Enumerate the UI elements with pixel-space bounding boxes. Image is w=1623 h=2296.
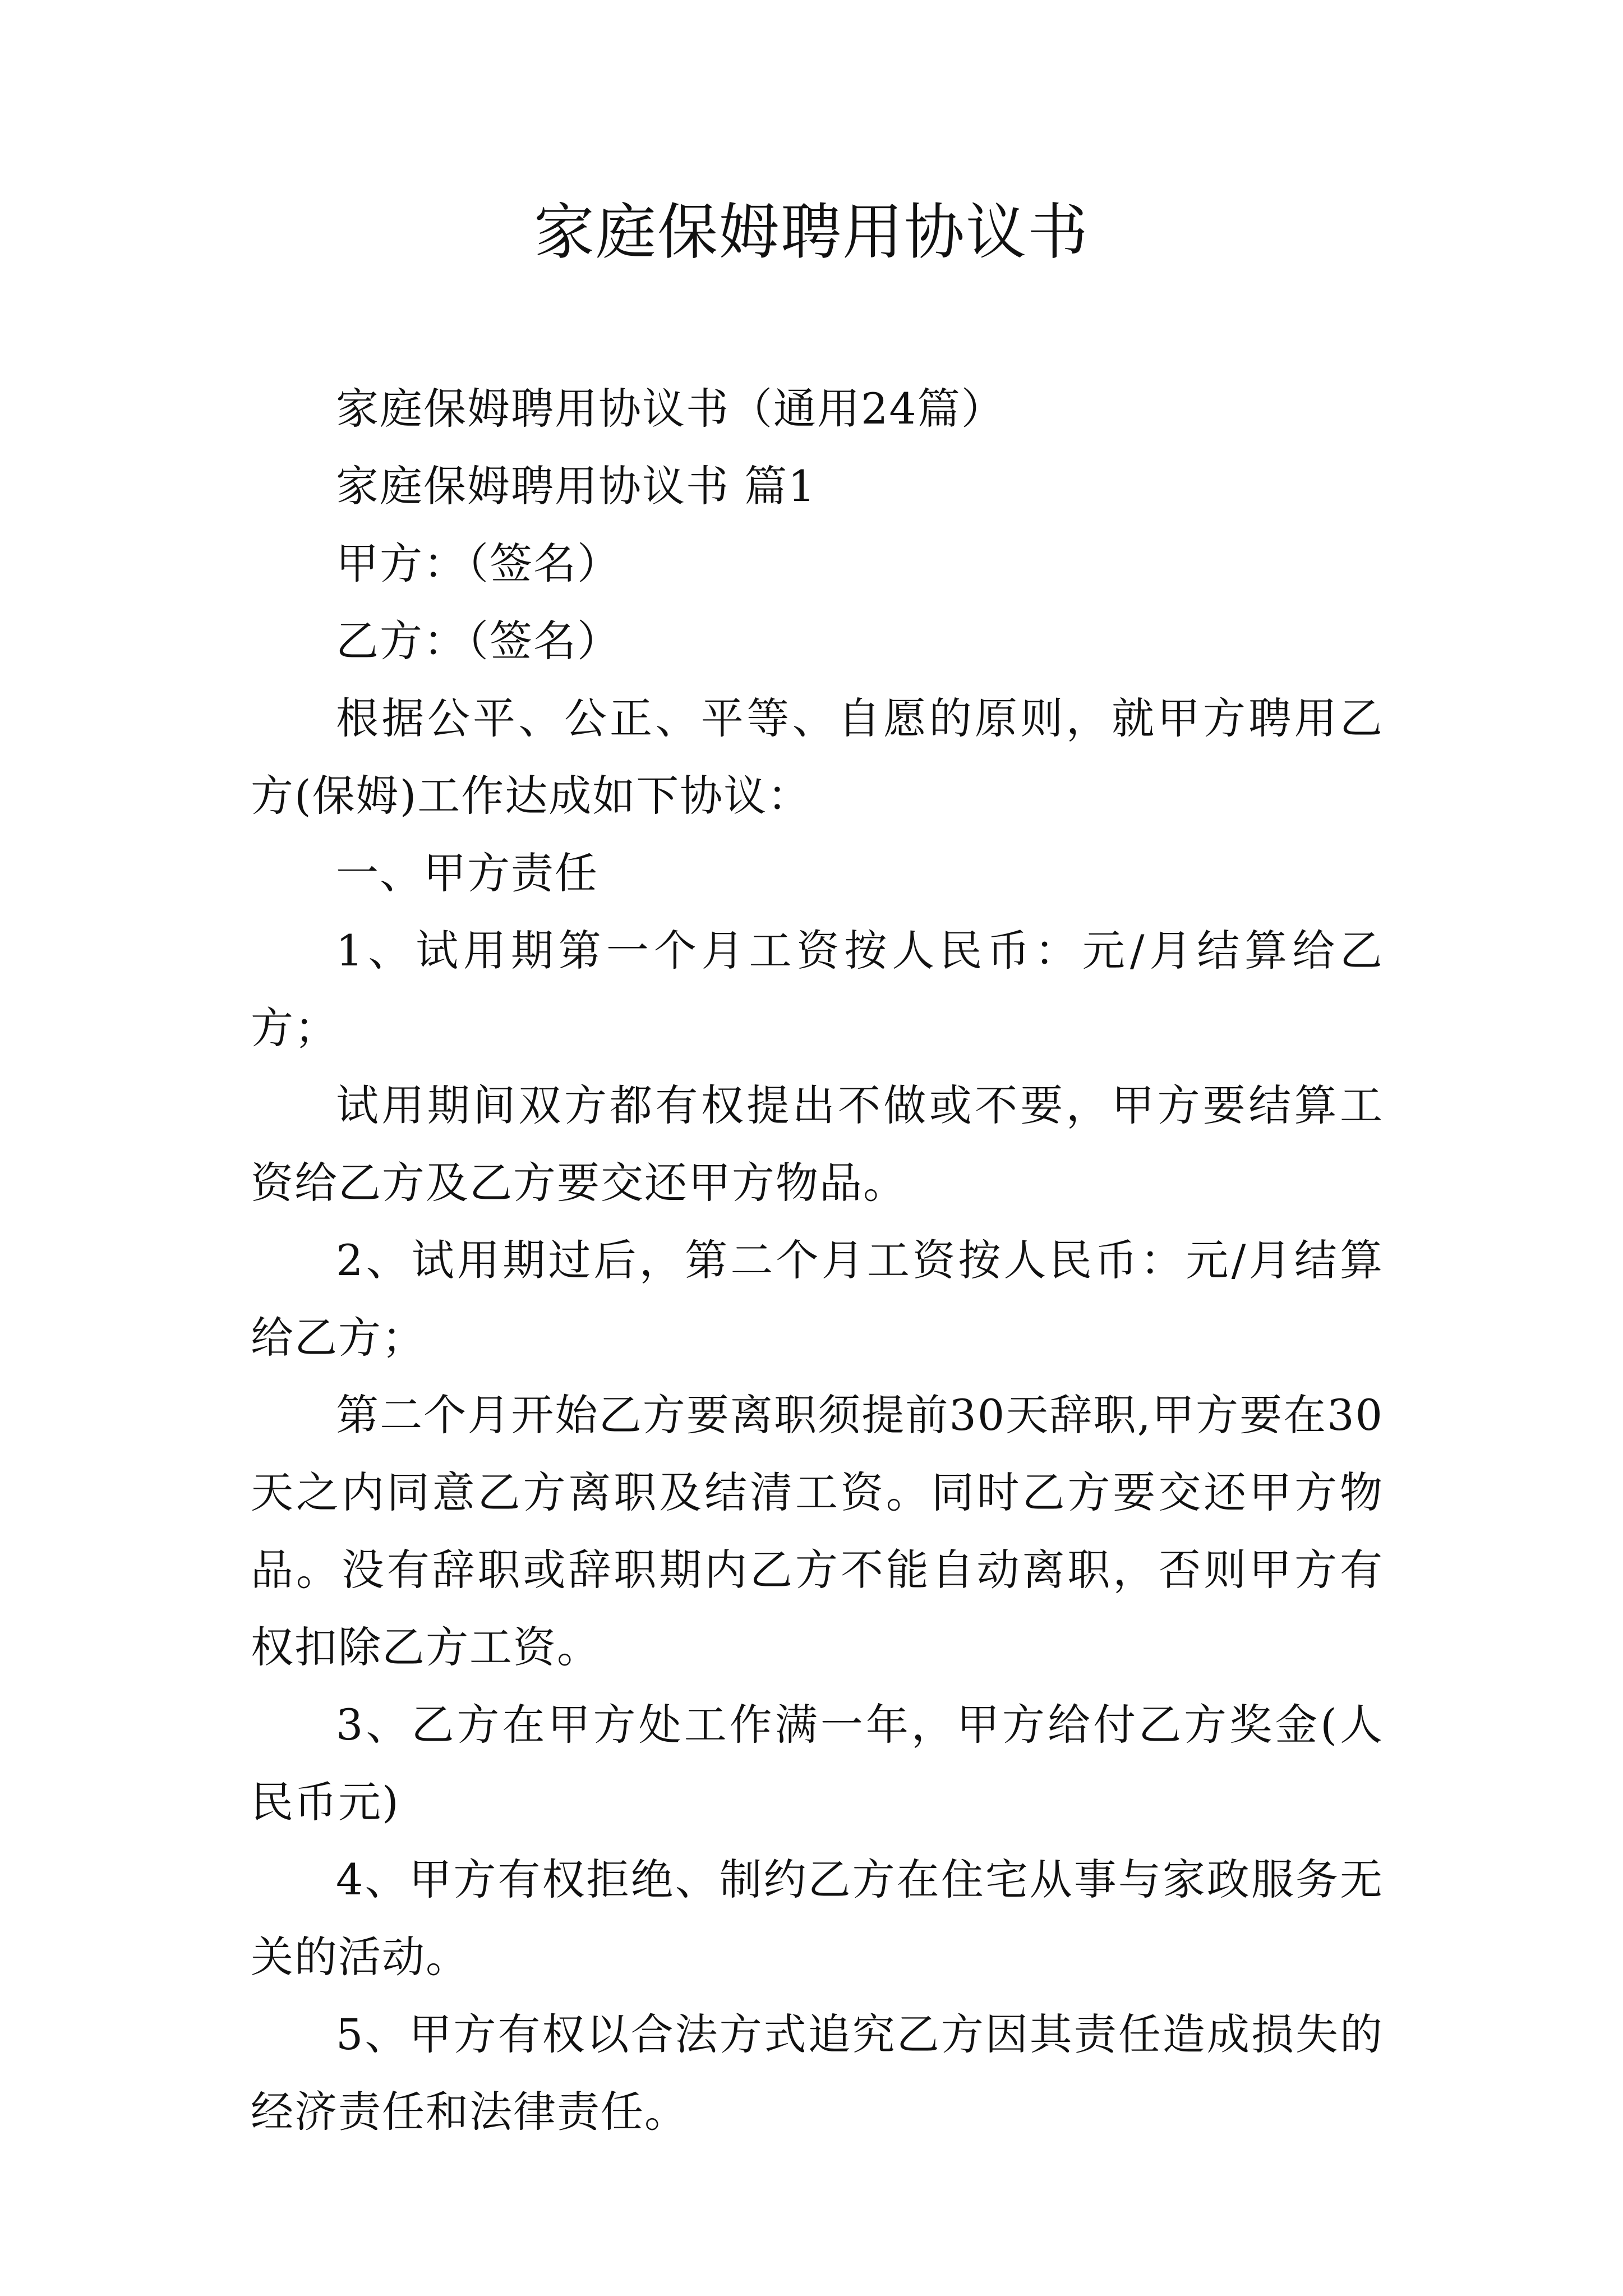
paragraph-trial-period: 试用期间双方都有权提出不做或不要，甲方要结算工资给乙方及乙方要交还甲方物品。 xyxy=(251,1080,1384,1208)
paragraph-preamble: 根据公平、公正、平等、自愿的原则，就甲方聘用乙方(保姆)工作达成如下协议： xyxy=(251,693,1384,821)
paragraph-clause-3: 3、乙方在甲方处工作满一年，甲方给付乙方奖金(人民币元) xyxy=(251,1700,1384,1827)
paragraph-heading-party-a-duties: 一、甲方责任 xyxy=(336,848,598,898)
paragraph-clause-2: 2、试用期过后，第二个月工资按人民币：元/月结算给乙方； xyxy=(251,1235,1384,1363)
paragraph-clause-5: 5、甲方有权以合法方式追究乙方因其责任造成损失的经济责任和法律责任。 xyxy=(251,2009,1384,2137)
paragraph-resignation: 第二个月开始乙方要离职须提前30天辞职,甲方要在30天之内同意乙方离职及结清工资。同时乙方要交还甲方物品。没有辞职或辞职期内乙方不能自动离职，否则甲方有权扣除乙方工资。 xyxy=(251,1390,1384,1672)
document-body xyxy=(251,370,1384,2151)
paragraph-clause-4: 4、甲方有权拒绝、制约乙方在住宅从事与家政服务无关的活动。 xyxy=(251,1855,1384,1982)
document-title: 家庭保姆聘用协议书 xyxy=(533,197,1089,268)
paragraph-party-a: 甲方：（签名） xyxy=(336,539,621,588)
paragraph-section-heading: 家庭保姆聘用协议书 篇1 xyxy=(336,461,817,511)
paragraph-subtitle: 家庭保姆聘用协议书（通用24篇） xyxy=(336,384,1005,434)
paragraph-party-b: 乙方：（签名） xyxy=(336,616,621,666)
paragraph-clause-1: 1、试用期第一个月工资按人民币：元/月结算给乙方； xyxy=(251,926,1384,1053)
